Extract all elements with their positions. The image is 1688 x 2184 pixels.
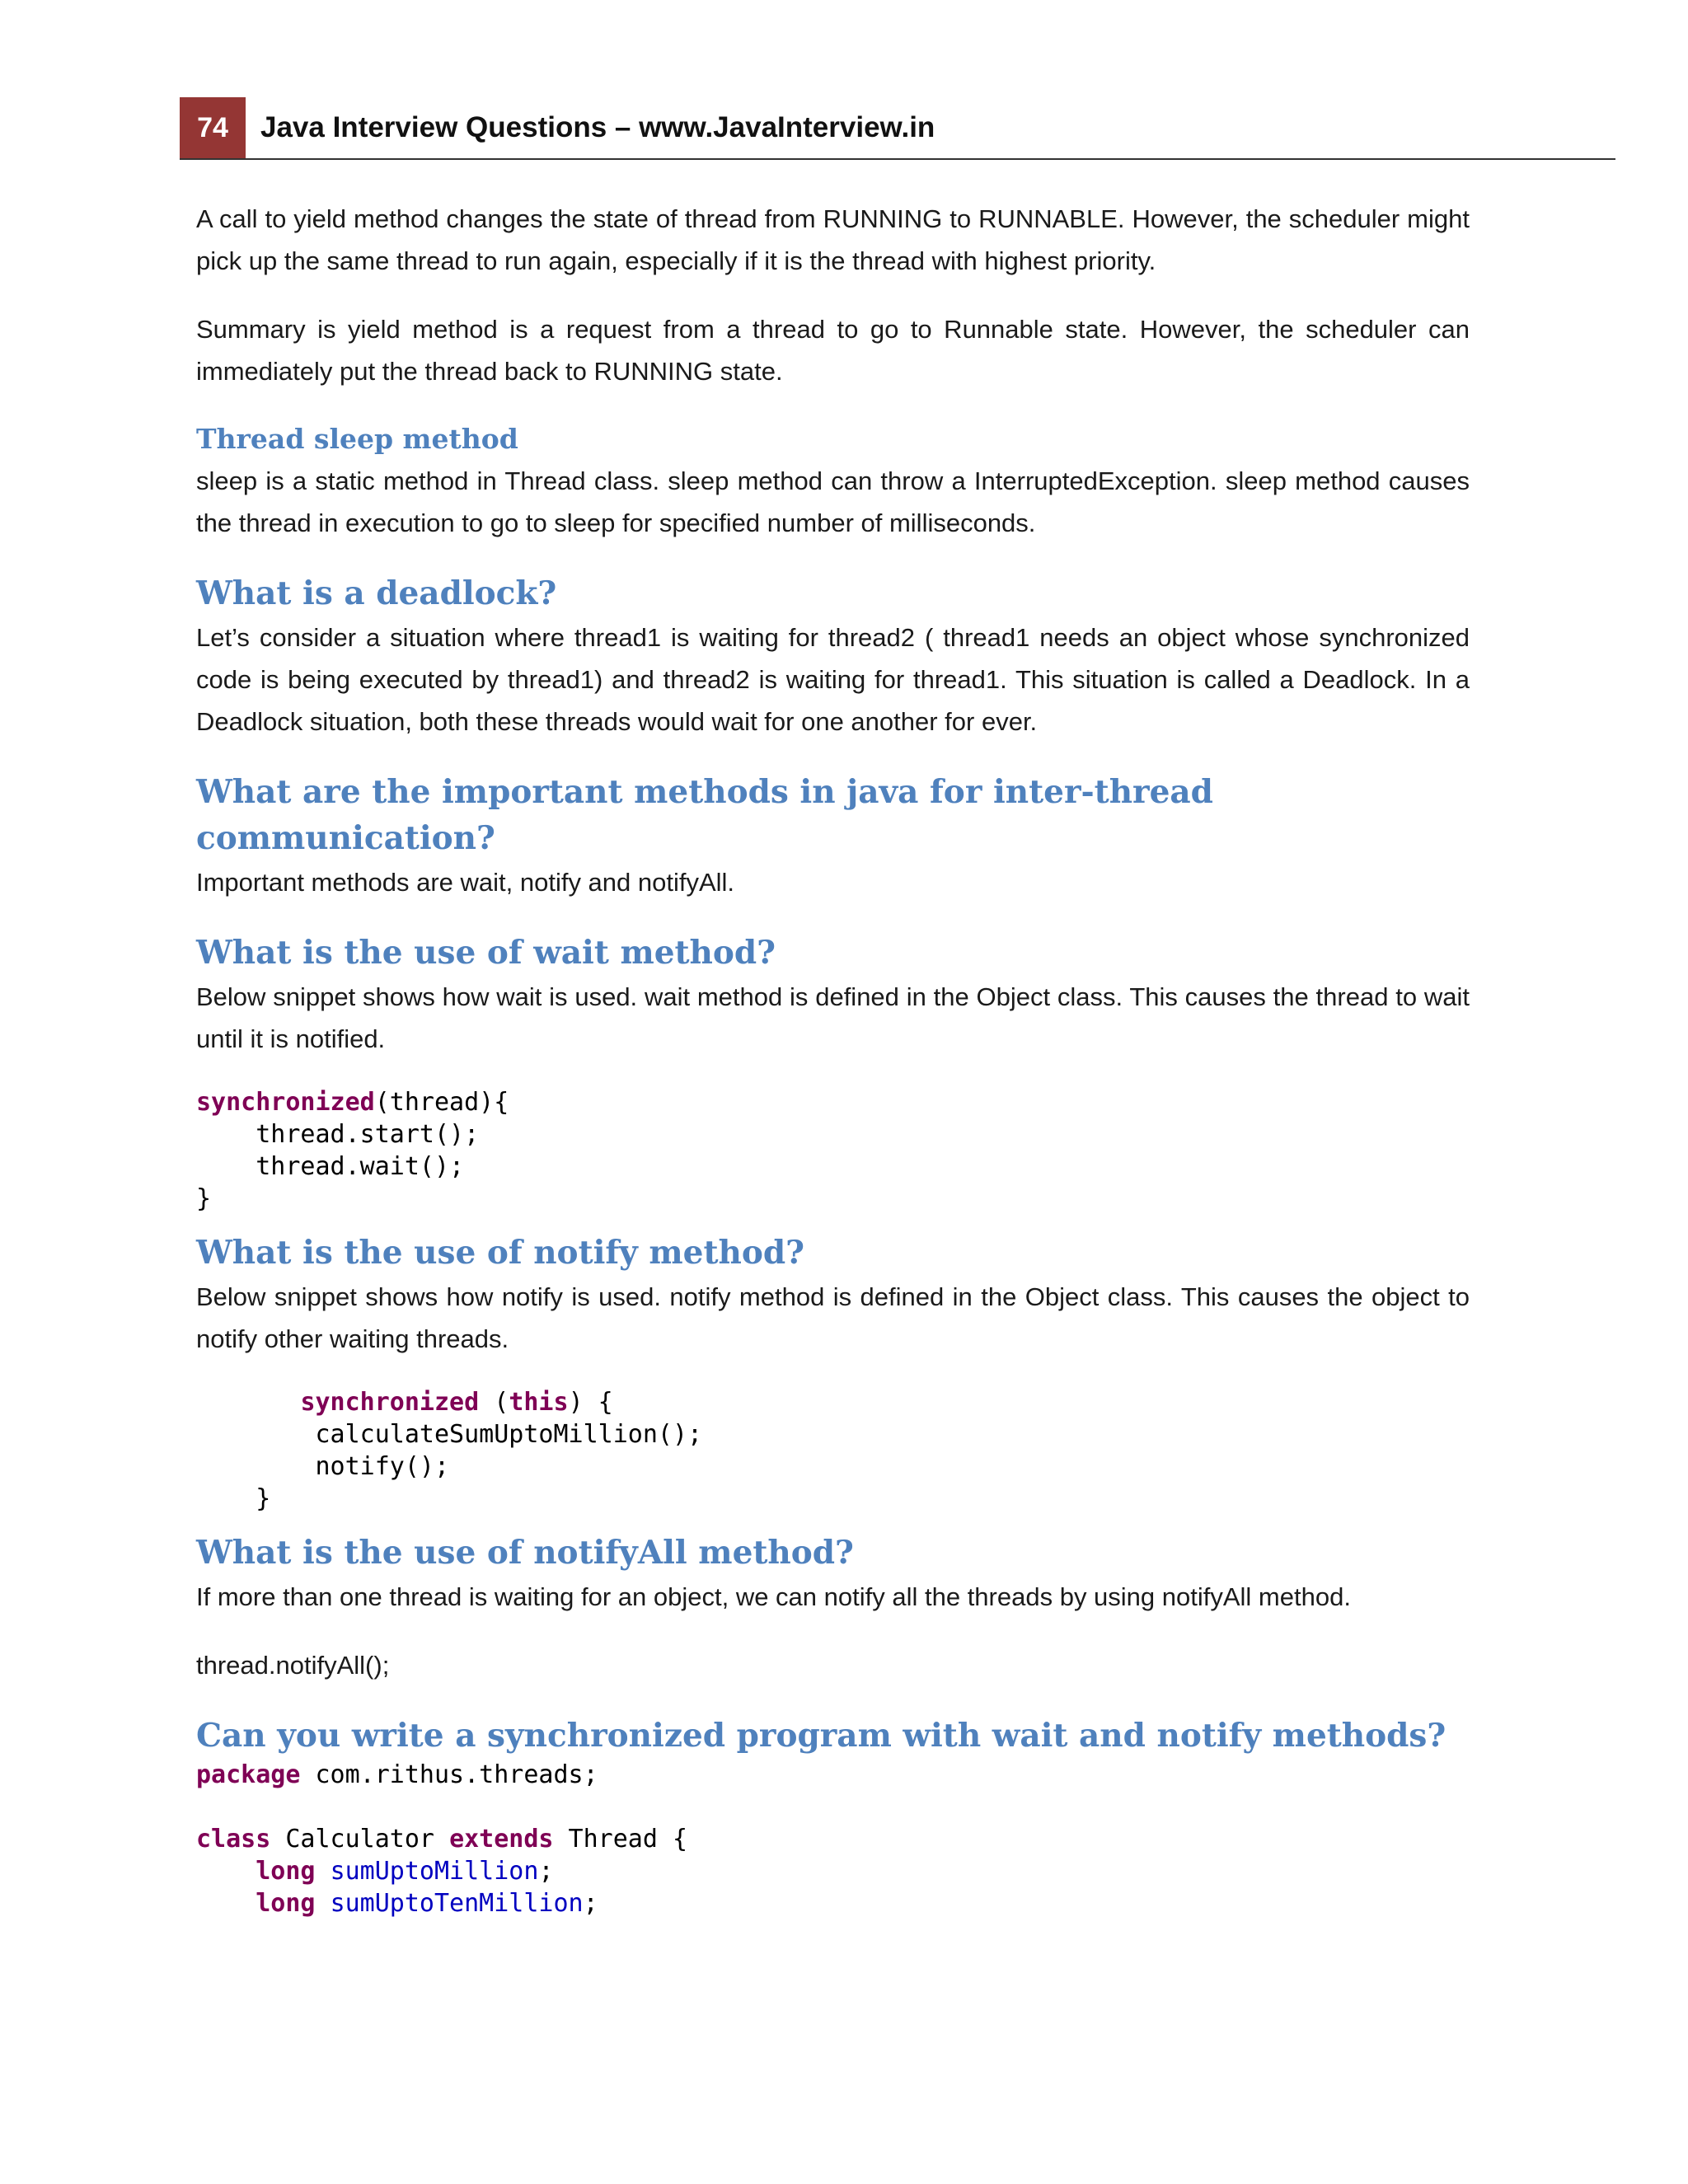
page-content bbox=[196, 198, 1470, 1919]
code-line: thread.wait(); bbox=[196, 1152, 465, 1181]
code-text bbox=[316, 1857, 331, 1886]
deadlock-heading: What is a deadlock? bbox=[196, 574, 557, 612]
program-code-block bbox=[196, 1759, 1470, 1919]
code-keyword: extends bbox=[449, 1825, 554, 1854]
code-indent bbox=[196, 1388, 300, 1417]
notify-code-block bbox=[196, 1386, 1470, 1515]
code-keyword: class bbox=[196, 1825, 271, 1854]
code-text: (thread){ bbox=[374, 1088, 509, 1117]
code-keyword: this bbox=[509, 1388, 569, 1417]
code-field: sumUptoMillion bbox=[330, 1857, 539, 1886]
notify-heading: What is the use of notify method? bbox=[196, 1234, 804, 1272]
code-field: sumUptoTenMillion bbox=[330, 1889, 584, 1918]
code-keyword: synchronized bbox=[300, 1388, 480, 1417]
code-text: com.rithus.threads; bbox=[300, 1760, 598, 1789]
code-keyword: synchronized bbox=[196, 1088, 375, 1117]
notifyall-paragraph: If more than one thread is waiting for an object, we can notify all the threads by using notifyAll method. bbox=[196, 1582, 1351, 1611]
code-line: } bbox=[196, 1484, 271, 1513]
wait-code-block bbox=[196, 1086, 1470, 1215]
deadlock-paragraph: Let’s consider a situation where thread1 is waiting for thread2 ( thread1 needs an object whose synchronized code is being executed by thread1) and thread2 is waiting for thread1. This situation is called a Deadlock. In a Deadlock situation, both these threads would wait for one another for ever. bbox=[196, 623, 1470, 736]
header-title: Java Interview Questions – www.JavaInterview.in bbox=[260, 111, 935, 143]
notifyall-code-line: thread.notifyAll(); bbox=[196, 1651, 390, 1680]
code-indent bbox=[196, 1857, 256, 1886]
sleep-paragraph: sleep is a static method in Thread class. sleep method can throw a InterruptedException. sleep method causes the thread in execution to go to sleep for specified number of milliseconds. bbox=[196, 466, 1470, 537]
program-heading: Can you write a synchronized program with wait and notify methods? bbox=[196, 1717, 1447, 1755]
code-line: notify(); bbox=[196, 1452, 450, 1481]
wait-heading: What is the use of wait method? bbox=[196, 934, 776, 972]
code-indent bbox=[196, 1889, 256, 1918]
wait-paragraph: Below snippet shows how wait is used. wait method is defined in the Object class. This causes the thread to wait until it is notified. bbox=[196, 982, 1470, 1053]
code-line: } bbox=[196, 1184, 212, 1213]
yield-paragraph-2: Summary is yield method is a request from a thread to go to Runnable state. However, the scheduler can immediately put the thread back to RUNNING state. bbox=[196, 315, 1470, 386]
code-keyword: long bbox=[256, 1889, 316, 1918]
interthread-heading: What are the important methods in java for inter-thread communication? bbox=[196, 773, 1213, 857]
code-text: Calculator bbox=[270, 1825, 450, 1854]
interthread-paragraph: Important methods are wait, notify and notifyAll. bbox=[196, 868, 735, 897]
code-text: ( bbox=[479, 1388, 509, 1417]
code-text: Thread { bbox=[553, 1825, 688, 1854]
code-text: ) { bbox=[568, 1388, 613, 1417]
yield-paragraph-1: A call to yield method changes the state of thread from RUNNING to RUNNABLE. However, the scheduler might pick up the same thread to run again, especially if it is the thread with highest priority. bbox=[196, 204, 1470, 275]
code-line: calculateSumUptoMillion(); bbox=[196, 1420, 703, 1449]
page-number: 74 bbox=[180, 97, 246, 158]
notify-paragraph: Below snippet shows how notify is used. notify method is defined in the Object class. This causes the object to notify other waiting threads. bbox=[196, 1282, 1470, 1353]
code-line: thread.start(); bbox=[196, 1120, 480, 1149]
code-keyword: long bbox=[256, 1857, 316, 1886]
notifyall-heading: What is the use of notifyAll method? bbox=[196, 1534, 854, 1572]
page-header bbox=[180, 97, 1615, 160]
code-text: ; bbox=[583, 1889, 598, 1918]
code-text: ; bbox=[538, 1857, 554, 1886]
code-text bbox=[316, 1889, 331, 1918]
code-keyword: package bbox=[196, 1760, 301, 1789]
sleep-heading: Thread sleep method bbox=[196, 423, 518, 455]
